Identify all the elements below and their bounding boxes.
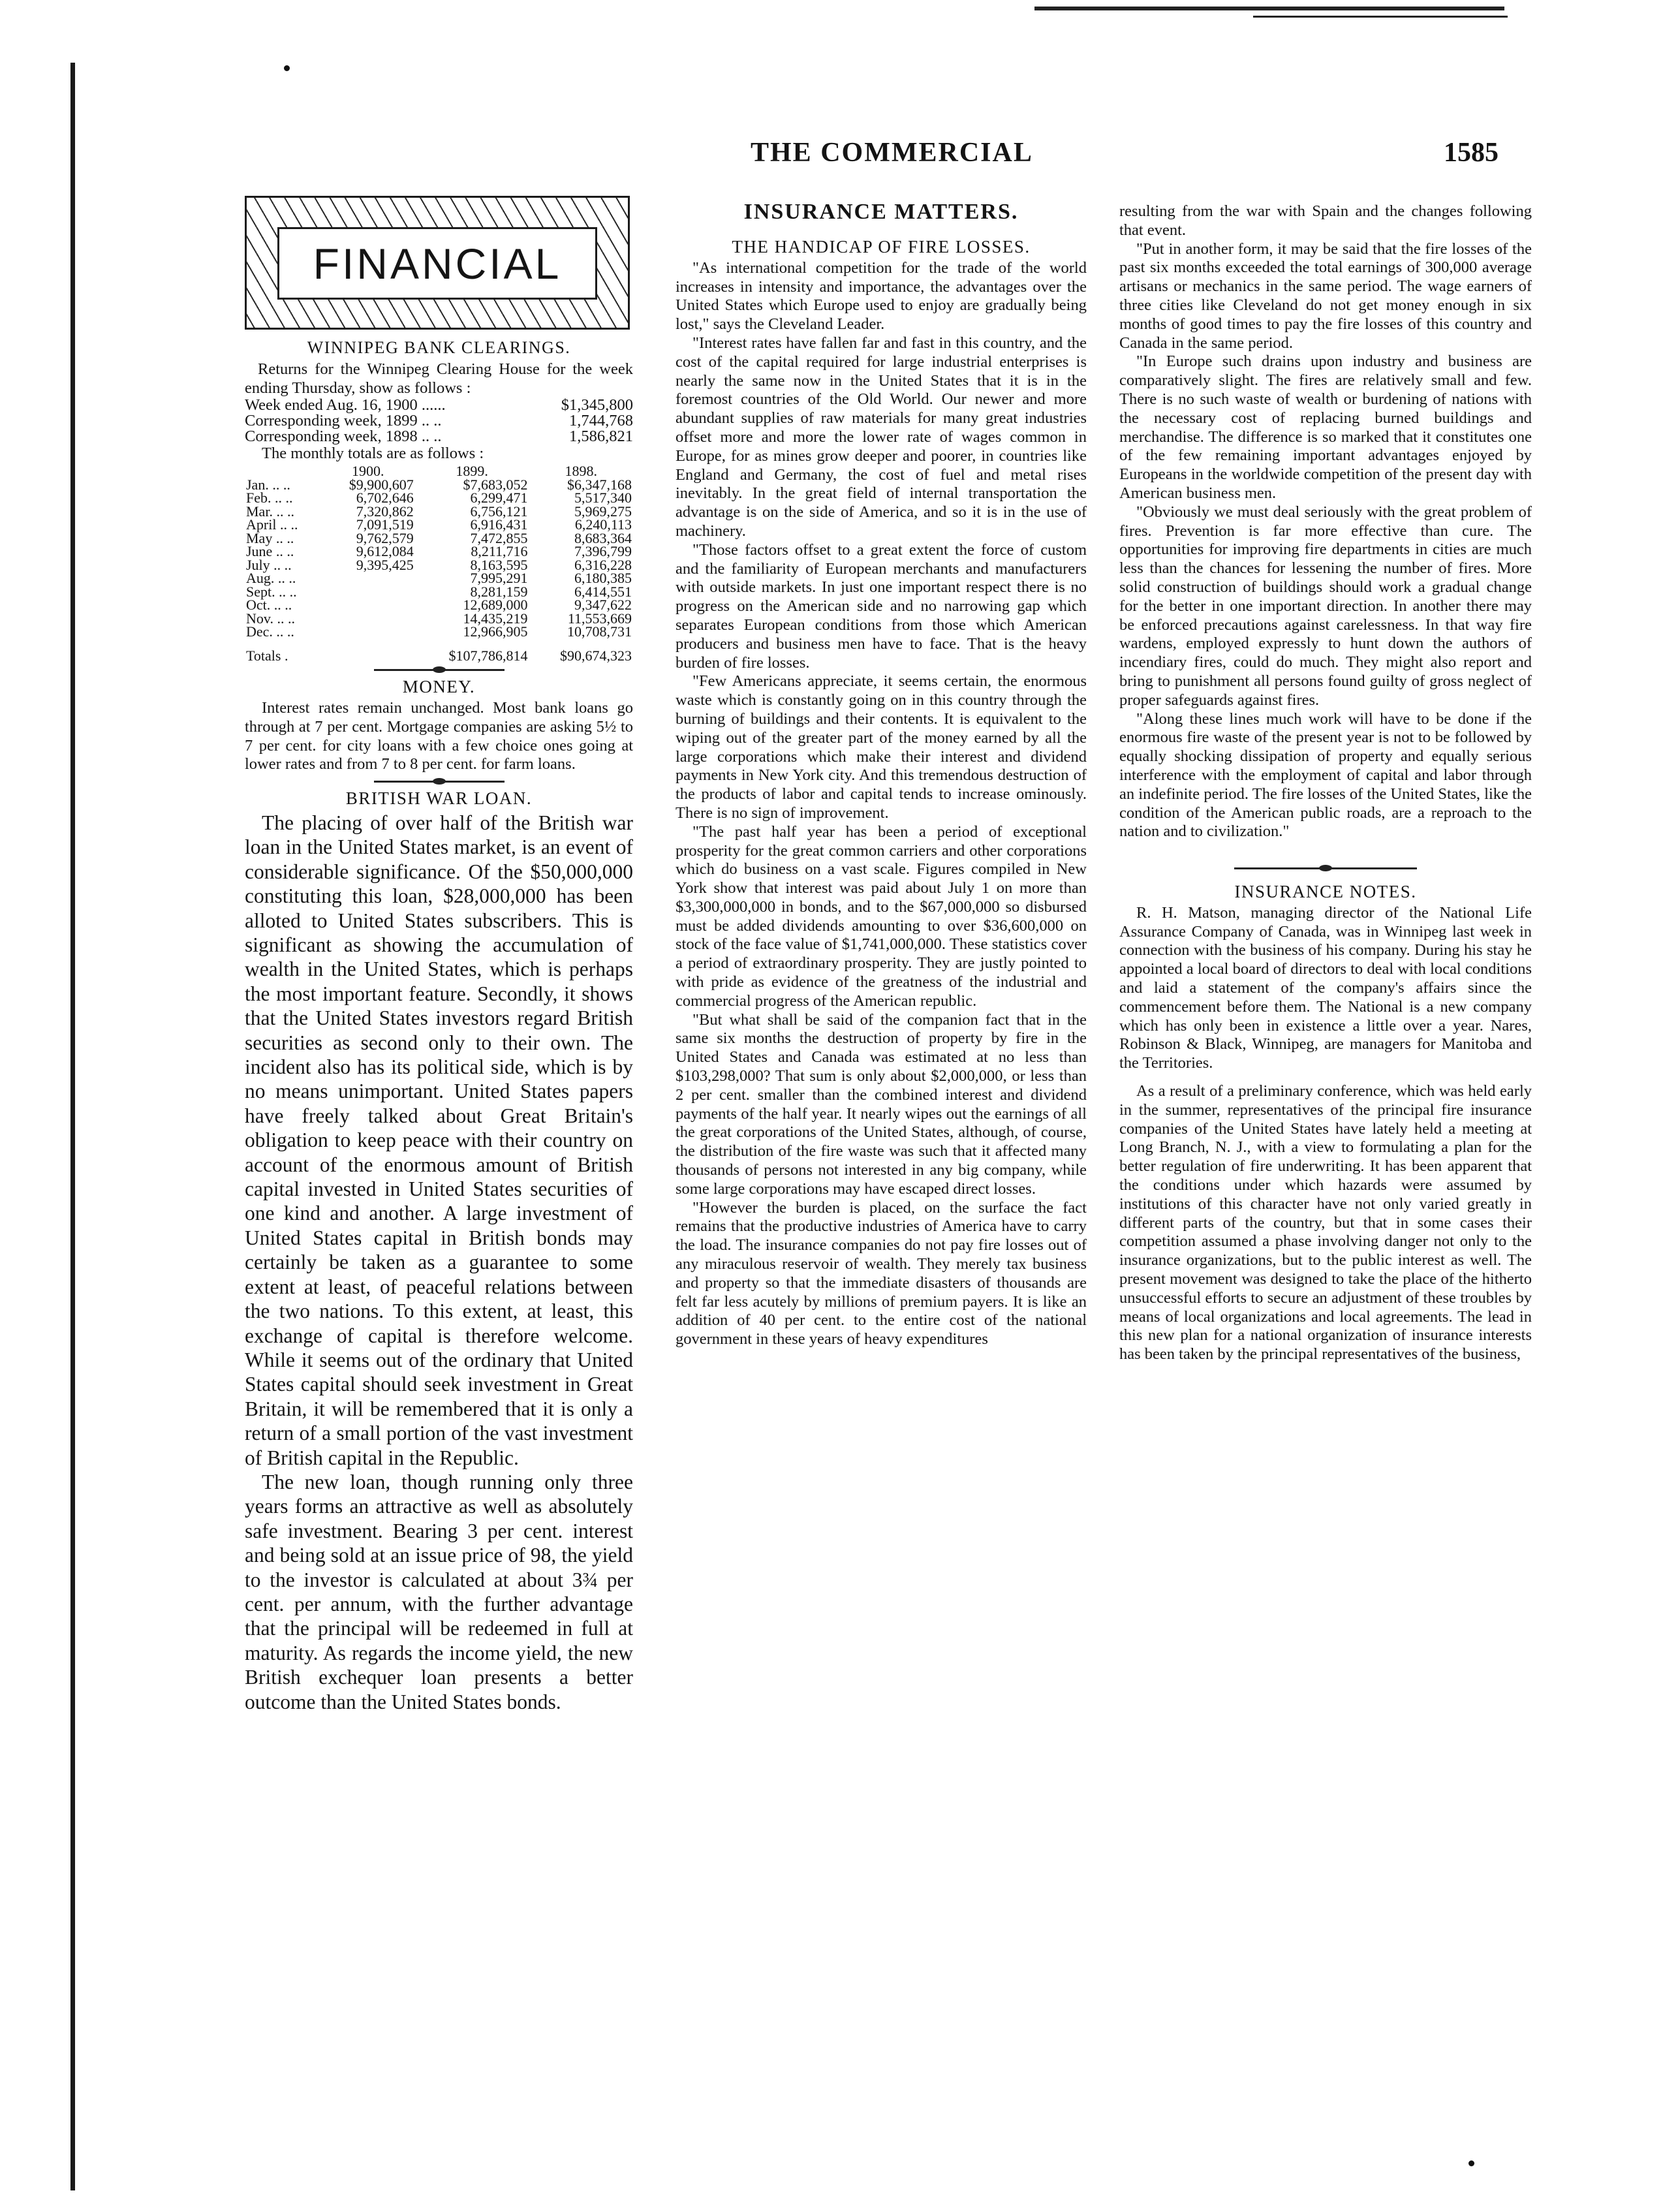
table-row (245, 625, 633, 639)
section-divider (374, 781, 505, 783)
week-value: 1,744,768 (569, 412, 633, 430)
value-cell: 12,689,000 (463, 597, 528, 614)
column-insurance-matters (676, 196, 1087, 1349)
value-cell: 6,414,551 (574, 583, 632, 600)
clearings-week-line (245, 397, 633, 413)
insurance-paragraph: "Few Americans appreciate, it seems certain, the enormous waste which is constantly going on in this country through the burning of buildings and their contents. It is equivalent to the wiping out of the greater part of the money earned by all the large corporations which make their interest and dividend payments in New York city. And this tremendous destruction of the products of labor and capital tends to increase ominously. There is no sign of improvement. (676, 672, 1087, 822)
top-rule (1034, 7, 1504, 10)
month-cell: Dec. .. .. (246, 623, 294, 640)
clearings-week-line (245, 429, 633, 444)
totals-value (321, 639, 415, 663)
value-cell: 10,708,731 (567, 623, 632, 640)
value-cell: 7,091,519 (356, 516, 414, 533)
insurance-paragraph: "Interest rates have fallen far and fast in this country, and the cost of the capital required for large industrial enterprises is nearly the same now in the United States that it is in the foremost countries of the Old World. Our newer and more abundant supplies of raw materials for many great industries offset more and more the lower rate of wages common in Europe, for as mines grow deeper and poorer, in countries like England and Germany, the cost of fuel and metal rises inevitably. In the great field of internal transportation the advantage is on the side of America, and so it is in the use of machinery. (676, 334, 1087, 540)
value-cell (321, 625, 415, 639)
clearings-week-line (245, 413, 633, 429)
value-cell: $6,347,168 (567, 476, 632, 493)
value-cell: 8,163,595 (470, 556, 528, 573)
value-cell: 9,395,425 (356, 556, 414, 573)
financial-banner (245, 196, 630, 330)
banner-title: FINANCIAL (313, 239, 562, 288)
value-cell: 5,517,340 (574, 490, 632, 506)
column-insurance-continued (1119, 202, 1532, 1364)
insurance-paragraph: "But what shall be said of the companion fact that in the same six months the destruction of property by fire in the United States and Canada was estimated at no less than $103,298,000? That sum is only about $2,000,000, or less than 2 per cent. smaller than the combined interest and dividend payments of the half year. It nearly wipes out the earnings of all the great corporations of the United States, although, of course, the distribution of the fire waste was such that it affected many thousands of persons not interested in any big company, while some large corporations may have escaped direct losses. (676, 1010, 1087, 1198)
value-cell: 6,316,228 (574, 556, 632, 573)
month-cell: Nov. .. .. (246, 610, 295, 627)
continuation-paragraph: "Put in another form, it may be said that the fire losses of the past six months exceeded the total earnings of 300,000 average artisans or mechanics in the same period. The wage earners of three cities like Cleveland do not get money enough in six months of good times to pay the fire losses of this country and Canada in the same period. (1119, 240, 1532, 352)
totals-label: Totals . (246, 647, 288, 664)
value-cell (321, 585, 415, 599)
value-cell: 8,281,159 (470, 583, 528, 600)
value-cell: 6,180,385 (574, 570, 632, 587)
continuation-paragraph: "In Europe such drains upon industry and business are comparatively slight. The fires are relatively small and few. There is no such waste of wealth or burdening of nations with the necessary cost of replacing burned buildings and merchandise. The difference is so marked that it constitutes one of the few remaining important advantages enjoyed by Europeans in the worldwide competition of the present day with American business men. (1119, 352, 1532, 502)
continuation-paragraph: resulting from the war with Spain and the changes following that event. (1119, 202, 1532, 239)
value-cell: 9,347,622 (574, 597, 632, 614)
value-cell: 14,435,219 (463, 610, 528, 627)
column-header: 1898. (565, 463, 598, 480)
fire-losses-subheading: THE HANDICAP OF FIRE LOSSES. (732, 237, 1031, 257)
totals-value: $90,674,323 (560, 647, 632, 664)
section-divider (374, 669, 505, 671)
column-header: 1899. (456, 463, 488, 480)
spacer (676, 227, 1087, 234)
value-cell (321, 612, 415, 626)
money-text: Interest rates remain unchanged. Most bank loans go through at 7 per cent. Mortgage companies are asking 5½ to 7 per cent. for city loans with a few choice ones going at lower rates and from 7 to 8 per cent. for farm loans. (245, 698, 633, 773)
value-cell: 7,320,862 (356, 503, 414, 520)
clearings-intro: Returns for the Winnipeg Clearing House for the week ending Thursday, show as follows : (245, 360, 633, 397)
insurance-paragraph: "Those factors offset to a great extent the force of custom and the familiarity of European merchants and manufacturers with outside markets. In just one important respect there is no progress on the American side and no narrowing gap which separates European conditions from those which American producers and business men have to face. That is the heavy burden of fire losses. (676, 540, 1087, 672)
printing-speck (284, 65, 290, 71)
value-cell: 6,756,121 (470, 503, 528, 520)
value-cell: 6,299,471 (470, 490, 528, 506)
insurance-notes-paragraph: As a result of a preliminary conference, which was held early in the summer, representatives of the principal fire insurance companies of the United States have lately held a meeting at Long Branch, N. J., with a view to formulating a plan for the better regulation of fire underwriting. It has been apparent that the conditions under which hazards were assumed by institutions of this character have not only varied greatly in different parts of the country, but that in some cases their competition assumed a phase involving danger not only to the insurance organizations, but to the public interest as well. The present movement was designed to take the place of the hitherto unsuccessful efforts to secure an adjustment of these troubles by means of local organizations and local agreements. The lead in this new plan for a national organization of insurance interests has been taken by the principal representatives of the business, (1119, 1082, 1532, 1363)
insurance-paragraph: "However the burden is placed, on the surface the fact remains that the productive industries of America have to carry the load. The insurance companies do not pay fire losses out of any miraculous reservoir of wealth. They merely tax business and property so that the immediate disasters of thousands are felt far less acutely by millions of premium payers. It is like an addition of 40 per cent. to the entire cost of the national government in these years of heavy expenditures (676, 1198, 1087, 1348)
value-cell (321, 572, 415, 585)
month-cell: July .. .. (246, 556, 292, 573)
spacer (1119, 1073, 1532, 1082)
value-cell: 7,472,855 (470, 529, 528, 546)
month-cell: April .. .. (246, 516, 298, 533)
section-divider (1234, 867, 1417, 869)
value-cell: 12,966,905 (463, 623, 528, 640)
value-cell: 9,612,084 (356, 543, 414, 560)
week-value: 1,586,821 (569, 428, 633, 446)
insurance-matters-heading: INSURANCE MATTERS. (743, 200, 1019, 224)
war-loan-heading: BRITISH WAR LOAN. (345, 788, 533, 809)
war-loan-paragraph: The new loan, though running only three years forms an attractive as well as absolutely safe investment. Bearing 3 per cent. interest and being sold at an issue price of 98, the yield to the investor is calculated at about 3¾ per cent. per annum, with the further advantage that the principal will be redeemed in full at maturity. As regards the income yield, the new British exchequer loan presents a better outcome than the United States bonds. (245, 1470, 633, 1713)
page-edge-line (70, 63, 75, 2190)
top-rule-secondary (1253, 16, 1508, 18)
week-value: $1,345,800 (561, 396, 633, 414)
month-cell: May .. .. (246, 529, 294, 546)
value-cell: 8,211,716 (471, 543, 528, 560)
insurance-paragraph: "The past half year has been a period of exceptional prosperity for the great common carriers and other corporations which do business on a vast scale. Figures compiled in New York show that interest was paid about July 1 on more than $3,300,000,000 in bonds, and to the $67,000,000 so disbursed must be added dividends amounting to over $36,600,000 on stock of the face value of $1,741,000,000. These statistics cover a period of extraordinary prosperity. They are justly pointed to with pride as evidence of the greatness of the industrial and commercial progress of the American republic. (676, 822, 1087, 1010)
value-cell: 6,702,646 (356, 490, 414, 506)
clearings-heading: WINNIPEG BANK CLEARINGS. (307, 338, 571, 357)
month-cell: Aug. .. .. (246, 570, 296, 587)
totals-row (245, 639, 633, 663)
continuation-paragraph: "Along these lines much work will have to be done if the enormous fire waste of the present year is not to be followed by equally shocking dissipation of property and equally serious interference with the employment of capital and labor through an indefinite period. The fire losses of the United States, like the condition of the American public roads, are a reproach to the nation and to civilization." (1119, 709, 1532, 841)
value-cell: 6,240,113 (574, 516, 632, 533)
insurance-paragraph: "As international competition for the trade of the world increases in intensity and importance, the advantages over the United States which Europe used to enjoy are gradually being lost," says the Cleveland Leader. (676, 258, 1087, 334)
value-cell: 7,995,291 (470, 570, 528, 587)
insurance-notes-paragraph: R. H. Matson, managing director of the National Life Assurance Company of Canada, was in Winnipeg last week in connection with the business of his company. During his stay he appointed a local board of directors to deal with local conditions and laid a statement of the company's affairs since the commencement before them. The National is a new company which has only been in existence a little over a year. Nares, Robinson & Black, Winnipeg, are managers for Manitoba and the Territories. (1119, 903, 1532, 1072)
clearings-week-list (245, 397, 633, 444)
month-cell: Feb. .. .. (246, 490, 293, 506)
war-loan-paragraph: The placing of over half of the British war loan in the United States market, is an event of considerable significance. Of the $50,000,000 constituting this loan, $28,000,000 has been alloted to United States subscribers. This is significant as showing the accumulation of wealth in the United States, which is perhaps the most important feature. Secondly, it shows that the United States investors regard British securities as second only to their own. The incident also has its political side, which is by no means unimportant. United States papers have freely talked about Great Britain's obligation to keep peace with their country on account of the enormous amount of British capital invested in United States securities of one kind and another. A large investment of United States capital in British bonds may certainly be taken as a guarantee to some extent at least, of peaceful relations between the two nations. To this extent, at least, this exchange of capital is therefore welcome. While it seems out of the ordinary that United States capital should seek investment in Great Britain, it will be remembered that it is only a return of a small portion of the vast investment of British capital in the Republic. (245, 811, 633, 1469)
value-cell: 9,762,579 (356, 529, 414, 546)
monthly-clearings-table (245, 465, 633, 662)
totals-value: $107,786,814 (448, 647, 528, 664)
page-number: 1585 (1444, 138, 1499, 168)
week-label: Corresponding week, 1899 .. .. (245, 412, 442, 430)
value-cell: $9,900,607 (349, 476, 414, 493)
monthly-intro: The monthly totals are as follows : (262, 444, 484, 463)
month-cell: Mar. .. .. (246, 503, 294, 520)
month-cell: June .. .. (246, 543, 294, 560)
value-cell: 8,683,364 (574, 529, 632, 546)
week-label: Week ended Aug. 16, 1900 ...... (245, 396, 446, 414)
column-financial (245, 196, 633, 1714)
value-cell: 6,916,431 (470, 516, 528, 533)
money-heading: MONEY. (402, 677, 476, 697)
value-cell: 11,553,669 (567, 610, 632, 627)
month-cell: Oct. .. .. (246, 597, 292, 614)
month-cell: Sept. .. .. (246, 583, 297, 600)
value-cell: $7,683,052 (463, 476, 528, 493)
banner-title-box (277, 227, 597, 300)
running-head: THE COMMERCIAL (751, 138, 1033, 168)
insurance-notes-heading: INSURANCE NOTES. (1234, 882, 1417, 902)
value-cell: 5,969,275 (574, 503, 632, 520)
week-label: Corresponding week, 1898 .. .. (245, 428, 442, 446)
column-header: 1900. (351, 463, 384, 480)
continuation-paragraph: "Obviously we must deal seriously with the great problem of fires. Prevention is far more effective than cure. The opportunities for improving fire departments in cities are much less than the chances for lessening the number of fires. More solid construction of buildings should work a gradual change for the better in one important direction. In another there may be enforced precautions against carelessness. In that way fire wardens, employed expressly to hunt down the authors of incendiary fires, could do much. They might also report and bring to punishment all persons found guilty of gross neglect of proper safeguards against fires. (1119, 503, 1532, 709)
value-cell (321, 599, 415, 612)
month-cell: Jan. .. .. (246, 476, 290, 493)
value-cell: 7,396,799 (574, 543, 632, 560)
printing-speck (1468, 2160, 1474, 2166)
